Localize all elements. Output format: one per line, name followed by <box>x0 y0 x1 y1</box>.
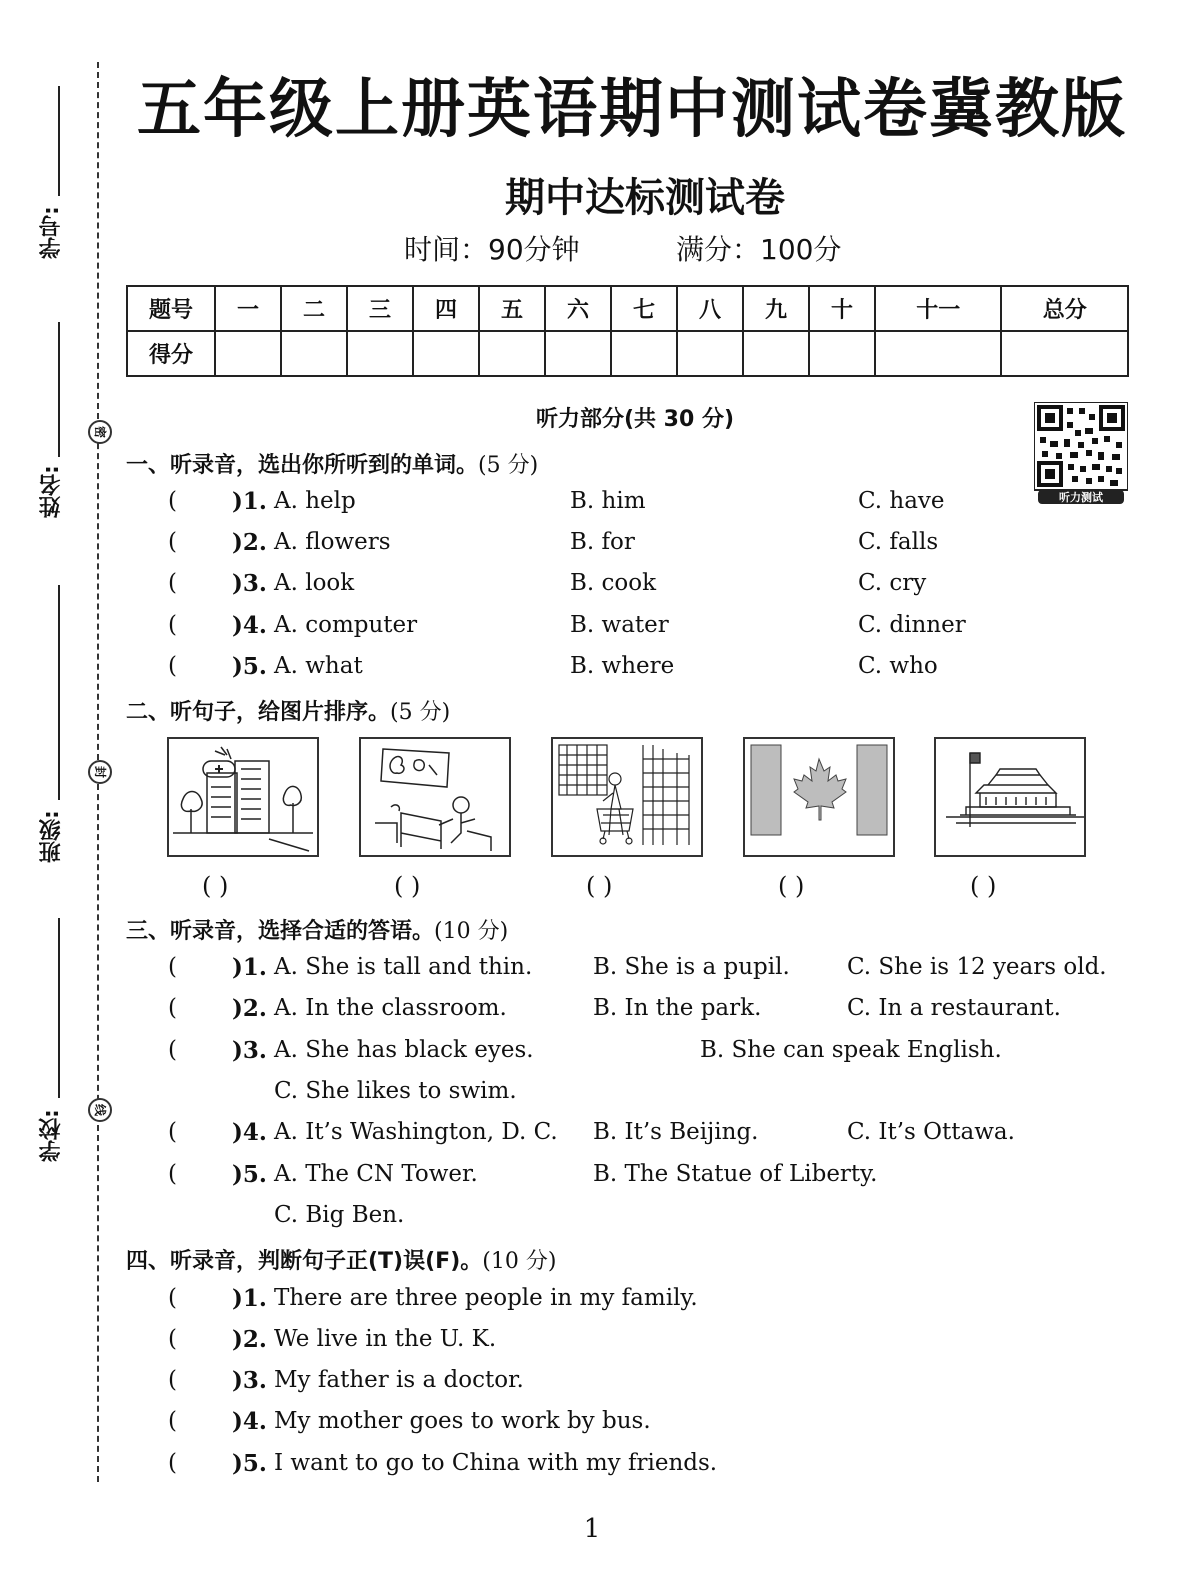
seal-mi: 密 <box>88 420 112 444</box>
score-header-cell: 三 <box>347 286 413 331</box>
question-number: )3. <box>232 570 267 597</box>
statement-text: I want to go to China with my friends. <box>274 1450 718 1476</box>
question-number: )5. <box>232 1161 267 1188</box>
score-header-cell: 二 <box>281 286 347 331</box>
option-b[interactable]: B. The Statue of Liberty. <box>593 1161 878 1187</box>
section-2-heading <box>126 695 450 726</box>
seal-xian: 线 <box>88 1098 112 1122</box>
option-a[interactable]: A. It’s Washington, D. C. <box>274 1119 558 1145</box>
question-number: )2. <box>232 995 267 1022</box>
name-line <box>58 322 60 457</box>
sec1-question <box>0 488 1184 524</box>
option-b[interactable]: B. In the park. <box>593 995 762 1021</box>
option-b[interactable]: B. She can speak English. <box>700 1037 1002 1063</box>
seal-feng: 封 <box>88 760 112 784</box>
sec4-question <box>0 1450 1184 1486</box>
sec3-question <box>0 1119 1184 1155</box>
picture-canada-flag <box>743 737 895 857</box>
section-2-title: 二、听句子，给图片排序。 <box>126 700 391 725</box>
option-b[interactable]: B. him <box>570 488 646 514</box>
question-number: )4. <box>232 612 267 639</box>
score-cell[interactable] <box>479 331 545 376</box>
sec4-question <box>0 1367 1184 1403</box>
score-header-cell: 七 <box>611 286 677 331</box>
sec3-question <box>0 1161 1184 1197</box>
question-number: )1. <box>232 954 267 981</box>
question-number: )3. <box>232 1037 267 1064</box>
answer-blank[interactable]: ( <box>168 1285 177 1311</box>
sec3-question-cont <box>0 1078 1184 1114</box>
exam-subtitle: 期中达标测试卷 <box>505 175 785 221</box>
question-number: )1. <box>232 488 267 515</box>
option-c[interactable]: C. It’s Ottawa. <box>847 1119 1015 1145</box>
sec1-question <box>0 653 1184 689</box>
option-c[interactable]: C. dinner <box>858 612 966 638</box>
question-number: )4. <box>232 1408 267 1435</box>
question-number: )4. <box>232 1119 267 1146</box>
student-no-field[interactable] <box>36 88 76 268</box>
answer-blank[interactable]: ( <box>168 1408 177 1434</box>
option-b[interactable]: B. where <box>570 653 675 679</box>
section-3-points: (10 分) <box>434 919 509 944</box>
option-b[interactable]: B. She is a pupil. <box>593 954 790 980</box>
answer-blank[interactable]: ( <box>168 1367 177 1393</box>
option-b[interactable]: B. for <box>570 529 635 555</box>
exam-full-score: 满分：100分 <box>676 233 842 266</box>
picture-answer-blank[interactable]: ( ) <box>394 872 421 900</box>
sec4-question <box>0 1408 1184 1444</box>
student-no-line <box>58 86 60 196</box>
answer-blank[interactable]: ( <box>168 612 177 638</box>
listening-section-heading: 听力部分(共 30 分) <box>535 407 735 432</box>
sec1-question <box>0 612 1184 648</box>
page-number: 1 <box>583 1514 601 1544</box>
option-a[interactable]: A. look <box>274 570 355 596</box>
school-label: 学校: <box>39 1109 64 1163</box>
question-number: )3. <box>232 1367 267 1394</box>
section-3-heading <box>126 914 508 945</box>
score-header-cell: 五 <box>479 286 545 331</box>
sec3-question <box>0 1037 1184 1073</box>
score-header-cell: 十一 <box>875 286 1001 331</box>
sec1-question <box>0 570 1184 606</box>
score-cell[interactable] <box>677 331 743 376</box>
answer-blank[interactable]: ( <box>168 1161 177 1187</box>
answer-blank[interactable]: ( <box>168 1119 177 1145</box>
score-header-cell: 总分 <box>1001 286 1128 331</box>
option-a[interactable]: A. The CN Tower. <box>274 1161 478 1187</box>
answer-blank[interactable]: ( <box>168 1326 177 1352</box>
score-header-cell: 十 <box>809 286 875 331</box>
option-a[interactable]: A. flowers <box>274 529 391 555</box>
picture-hospital <box>167 737 319 857</box>
statement-text: We live in the U. K. <box>274 1326 497 1352</box>
question-number: )2. <box>232 1326 267 1353</box>
picture-answer-blank[interactable]: ( ) <box>202 872 229 900</box>
score-cell[interactable] <box>743 331 809 376</box>
option-c[interactable]: C. In a restaurant. <box>847 995 1061 1021</box>
answer-blank[interactable]: ( <box>168 653 177 679</box>
option-c[interactable]: C. falls <box>858 529 939 555</box>
answer-blank[interactable]: ( <box>168 1450 177 1476</box>
exam-time: 时间：90分钟 <box>404 233 580 266</box>
picture-answer-blank[interactable]: ( ) <box>970 872 997 900</box>
answer-blank[interactable]: ( <box>168 488 177 514</box>
option-c[interactable]: C. She likes to swim. <box>274 1078 517 1104</box>
score-header-cell: 题号 <box>127 286 215 331</box>
section-4-points: (10 分) <box>482 1249 557 1274</box>
score-cell[interactable] <box>413 331 479 376</box>
section-4-title: 四、听录音，判断句子正(T)误(F)。 <box>126 1249 483 1274</box>
answer-blank[interactable]: ( <box>168 1037 177 1063</box>
picture-answer-blank[interactable]: ( ) <box>778 872 805 900</box>
class-label: 班级: <box>39 810 64 864</box>
option-b[interactable]: B. cook <box>570 570 657 596</box>
option-c[interactable]: C. have <box>858 488 945 514</box>
section-2-points: (5 分) <box>390 700 451 725</box>
score-header-cell: 八 <box>677 286 743 331</box>
score-header-cell: 一 <box>215 286 281 331</box>
picture-classroom <box>359 737 511 857</box>
section-1-points: (5 分) <box>478 453 539 478</box>
statement-text: My mother goes to work by bus. <box>274 1408 651 1434</box>
score-cell[interactable] <box>281 331 347 376</box>
sec3-question <box>0 954 1184 990</box>
sec3-question <box>0 995 1184 1031</box>
question-number: )5. <box>232 653 267 680</box>
question-number: )1. <box>232 1285 267 1312</box>
sec4-question <box>0 1326 1184 1362</box>
qr-label: 听力测试 <box>1059 491 1103 504</box>
option-a[interactable]: A. computer <box>274 612 418 638</box>
question-number: )5. <box>232 1450 267 1477</box>
section-1-title: 一、听录音，选出你所听到的单词。 <box>126 453 479 478</box>
score-cell[interactable] <box>215 331 281 376</box>
option-a[interactable]: A. In the classroom. <box>274 995 507 1021</box>
option-a[interactable]: A. what <box>274 653 363 679</box>
answer-blank[interactable]: ( <box>168 570 177 596</box>
score-table-score-row <box>127 331 1128 376</box>
option-c[interactable]: C. Big Ben. <box>274 1202 405 1228</box>
statement-text: There are three people in my family. <box>274 1285 698 1311</box>
picture-answer-blank[interactable]: ( ) <box>586 872 613 900</box>
score-header-cell: 四 <box>413 286 479 331</box>
section-4-heading <box>126 1244 556 1275</box>
sec4-question <box>0 1285 1184 1321</box>
option-a[interactable]: A. She has black eyes. <box>274 1037 534 1063</box>
statement-text: My father is a doctor. <box>274 1367 524 1393</box>
option-c[interactable]: C. cry <box>858 570 927 596</box>
answer-blank[interactable]: ( <box>168 995 177 1021</box>
score-cell[interactable] <box>545 331 611 376</box>
sec3-question-cont <box>0 1202 1184 1238</box>
option-a[interactable]: A. She is tall and thin. <box>274 954 533 980</box>
student-no-label: 学号: <box>39 206 64 260</box>
answer-blank[interactable]: ( <box>168 954 177 980</box>
score-header-cell: 九 <box>743 286 809 331</box>
score-cell[interactable] <box>809 331 875 376</box>
option-c[interactable]: C. She is 12 years old. <box>847 954 1107 980</box>
question-number: )2. <box>232 529 267 556</box>
page-title: 五年级上册英语期中测试卷冀教版 <box>137 73 1127 147</box>
option-a[interactable]: A. help <box>274 488 356 514</box>
score-cell[interactable] <box>611 331 677 376</box>
picture-tiananmen <box>934 737 1086 857</box>
name-label: 姓名: <box>39 465 64 519</box>
section-1-heading <box>126 448 538 479</box>
answer-blank[interactable]: ( <box>168 529 177 555</box>
section-3-title: 三、听录音，选择合适的答语。 <box>126 919 435 944</box>
score-cell[interactable] <box>875 331 1001 376</box>
score-table <box>126 285 1129 377</box>
score-cell[interactable] <box>347 331 413 376</box>
score-cell[interactable] <box>1001 331 1128 376</box>
option-c[interactable]: C. who <box>858 653 938 679</box>
sec1-question <box>0 529 1184 565</box>
score-header-cell: 六 <box>545 286 611 331</box>
picture-supermarket <box>551 737 703 857</box>
option-b[interactable]: B. water <box>570 612 669 638</box>
score-table-header-row <box>127 286 1128 331</box>
option-b[interactable]: B. It’s Beijing. <box>593 1119 759 1145</box>
score-row-label: 得分 <box>127 331 215 376</box>
